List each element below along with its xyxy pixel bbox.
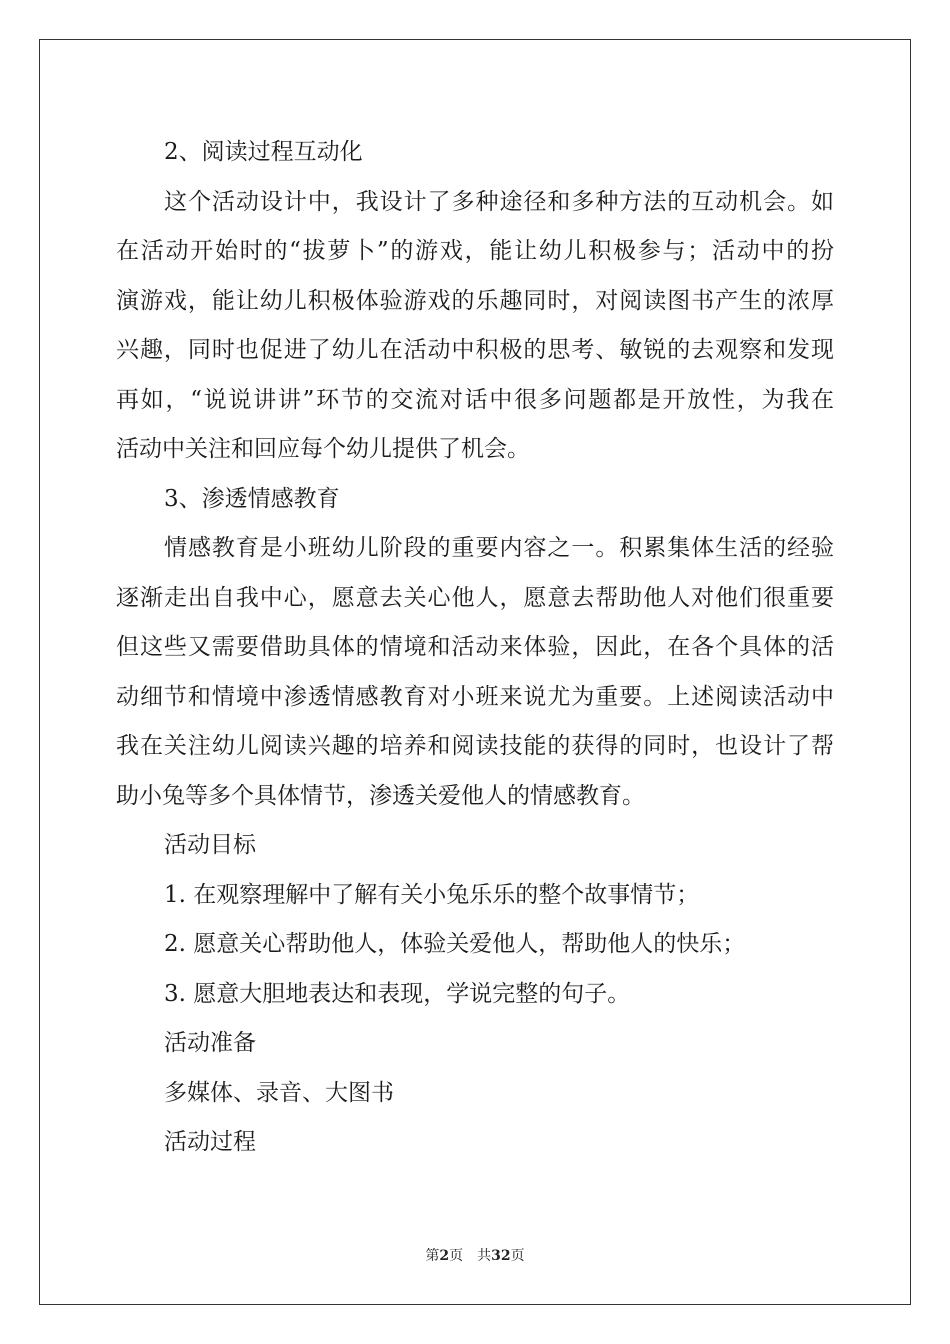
paragraph-line: 活动中关注和回应每个幼儿提供了机会。 bbox=[116, 436, 530, 462]
paragraph-line: 逐渐走出自我中心，愿意去关心他人，愿意去帮助他人对他们很重要 bbox=[116, 584, 834, 611]
total-prefix: 共 bbox=[477, 1248, 492, 1264]
paragraph-line: 但这些又需要借助具体的情境和活动来体验，因此，在各个具体的活 bbox=[116, 634, 834, 660]
paragraph-line: 再如，“说说讲讲”环节的交流对话中很多问题都是开放性，为我在 bbox=[116, 386, 834, 413]
paragraph-line: 在活动开始时的“拔萝卜”的游戏，能让幼儿积极参与；活动中的扮 bbox=[116, 238, 834, 264]
heading-activity-preparation: 活动准备 bbox=[164, 1030, 256, 1056]
paragraph-line: 动细节和情境中渗透情感教育对小班来说尤为重要。上述阅读活动中 bbox=[116, 683, 834, 710]
goal-item: 2. 愿意关心帮助他人，体验关爱他人，帮助他人的快乐； bbox=[164, 931, 746, 957]
total-suffix: 页 bbox=[510, 1248, 525, 1264]
preparation-materials: 多媒体、录音、大图书 bbox=[164, 1079, 394, 1106]
page-footer bbox=[0, 1246, 950, 1266]
paragraph-line: 演游戏，能让幼儿积极体验游戏的乐趣同时，对阅读图书产生的浓厚 bbox=[116, 287, 834, 314]
paragraph-line: 助小兔等多个具体情节，渗透关爱他人的情感教育。 bbox=[116, 782, 645, 809]
paragraph-line: 这个活动设计中，我设计了多种途径和多种方法的互动机会。如 bbox=[164, 188, 834, 215]
heading-activity-process: 活动过程 bbox=[164, 1129, 256, 1155]
page-prefix: 第 bbox=[425, 1248, 440, 1264]
paragraph-line: 兴趣，同时也促进了幼儿在活动中积极的思考、敏锐的去观察和发现 bbox=[116, 337, 834, 363]
document-body bbox=[116, 128, 834, 1168]
heading-reading-interaction: 2、阅读过程互动化 bbox=[164, 139, 363, 165]
goal-item: 1. 在观察理解中了解有关小兔乐乐的整个故事情节； bbox=[164, 881, 700, 908]
page-total: 32 bbox=[491, 1248, 511, 1264]
paragraph-line: 情感教育是小班幼儿阶段的重要内容之一。积累集体生活的经验 bbox=[164, 535, 834, 561]
page-current: 2 bbox=[439, 1248, 450, 1264]
page-suffix: 页 bbox=[449, 1248, 464, 1264]
heading-activity-goals: 活动目标 bbox=[164, 832, 256, 858]
goal-item: 3. 愿意大胆地表达和表现，学说完整的句子。 bbox=[164, 980, 631, 1007]
heading-emotional-education: 3、渗透情感教育 bbox=[164, 485, 340, 512]
paragraph-line: 我在关注幼儿阅读兴趣的培养和阅读技能的获得的同时，也设计了帮 bbox=[116, 733, 834, 759]
